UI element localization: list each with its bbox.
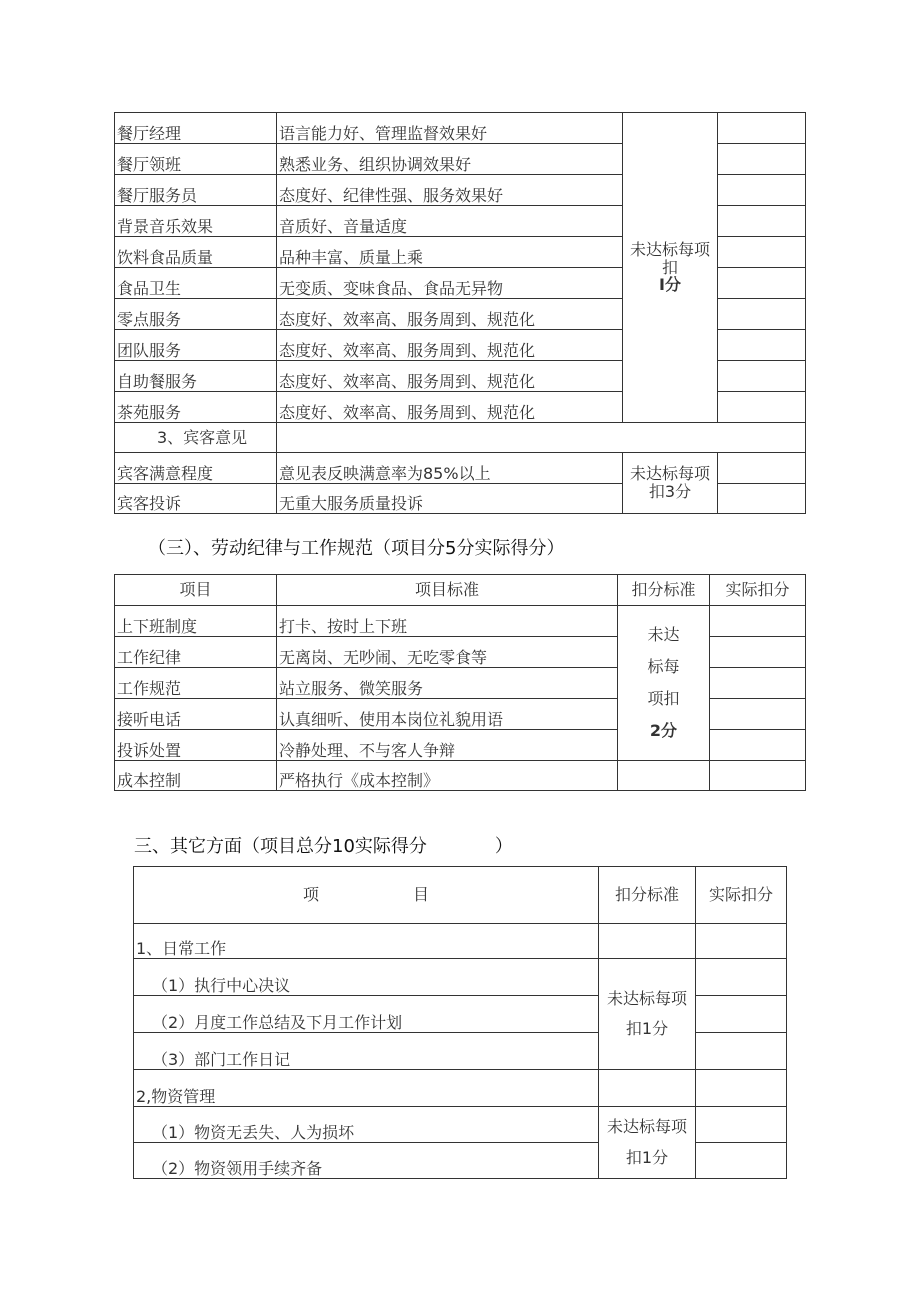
actual-deduction-cell[interactable] bbox=[718, 206, 806, 237]
actual-deduction-cell[interactable] bbox=[718, 392, 806, 423]
header-actual-deduction: 实际扣分 bbox=[696, 867, 787, 924]
actual-deduction-cell[interactable] bbox=[718, 299, 806, 330]
table-other-aspects bbox=[133, 866, 787, 1179]
actual-deduction-cell[interactable] bbox=[718, 144, 806, 175]
section-heading-other-aspects bbox=[134, 832, 513, 858]
table-cell-item: （3）部门工作日记 bbox=[134, 1033, 599, 1070]
group-title-daily-work: 1、日常工作 bbox=[134, 924, 599, 959]
table-cell-standard: 无离岗、无吵闹、无吃零食等 bbox=[277, 637, 618, 668]
header-deduction-standard: 扣分标准 bbox=[599, 867, 696, 924]
table-cell-standard: 无变质、变味食品、食品无异物 bbox=[277, 268, 623, 299]
actual-deduction-cell[interactable] bbox=[718, 361, 806, 392]
actual-deduction-cell[interactable] bbox=[710, 699, 806, 730]
deduction-standard-cell bbox=[618, 761, 710, 791]
table-cell-item: 茶苑服务 bbox=[115, 392, 277, 423]
section-heading-labor-discipline: （三）、劳动纪律与工作规范（项目分5分实际得分） bbox=[148, 538, 565, 559]
actual-deduction-cell[interactable] bbox=[718, 453, 806, 484]
table-service-quality bbox=[114, 112, 806, 514]
table-cell-item: 接听电话 bbox=[115, 699, 277, 730]
table-cell-item: 投诉处置 bbox=[115, 730, 277, 761]
table-cell-standard: 音质好、音量适度 bbox=[277, 206, 623, 237]
table-cell-item: 工作纪律 bbox=[115, 637, 277, 668]
actual-deduction-cell[interactable] bbox=[718, 268, 806, 299]
table-cell-standard: 语言能力好、管理监督效果好 bbox=[277, 113, 623, 144]
table-cell-item: 餐厅领班 bbox=[115, 144, 277, 175]
table-cell-standard: 严格执行《成本控制》 bbox=[277, 761, 618, 791]
table-cell-item: 成本控制 bbox=[115, 761, 277, 791]
table-cell-standard: 认真细听、使用本岗位礼貌用语 bbox=[277, 699, 618, 730]
actual-deduction-cell[interactable] bbox=[718, 237, 806, 268]
header-item: 项目 bbox=[115, 575, 277, 606]
actual-deduction-cell[interactable] bbox=[718, 113, 806, 144]
table-cell-standard: 态度好、效率高、服务周到、规范化 bbox=[277, 330, 623, 361]
actual-deduction-cell[interactable] bbox=[696, 1070, 787, 1107]
actual-deduction-cell[interactable] bbox=[696, 1143, 787, 1179]
table-cell-item: 饮料食品质量 bbox=[115, 237, 277, 268]
header-deduction-standard: 扣分标准 bbox=[618, 575, 710, 606]
actual-deduction-cell[interactable] bbox=[710, 668, 806, 699]
table-cell-item: 宾客投诉 bbox=[115, 484, 277, 514]
table-cell-item: 食品卫生 bbox=[115, 268, 277, 299]
table-cell-item: 团队服务 bbox=[115, 330, 277, 361]
table-cell-item: 工作规范 bbox=[115, 668, 277, 699]
section-label-empty bbox=[277, 423, 806, 453]
table-cell-standard: 意见表反映满意率为85%以上 bbox=[277, 453, 623, 484]
actual-deduction-cell[interactable] bbox=[696, 924, 787, 959]
deduction-standard-cell: 未达 标每 项扣 2分 bbox=[618, 606, 710, 761]
actual-deduction-cell[interactable] bbox=[696, 1033, 787, 1070]
table-cell-item: （1）物资无丢失、人为损坏 bbox=[134, 1107, 599, 1143]
deduction-standard-cell: 未达标每项 扣 I分 bbox=[623, 113, 718, 423]
table-cell-item: （1）执行中心决议 bbox=[134, 959, 599, 996]
table-cell-standard: 无重大服务质量投诉 bbox=[277, 484, 623, 514]
table-cell-item: 背景音乐效果 bbox=[115, 206, 277, 237]
actual-deduction-cell[interactable] bbox=[696, 959, 787, 996]
header-standard: 项目标准 bbox=[277, 575, 618, 606]
actual-deduction-cell[interactable] bbox=[710, 730, 806, 761]
table-cell-item: （2）月度工作总结及下月工作计划 bbox=[134, 996, 599, 1033]
deduction-standard-cell bbox=[599, 924, 696, 959]
deduction-standard-cell: 未达标每项 扣3分 bbox=[623, 453, 718, 514]
actual-deduction-cell[interactable] bbox=[710, 606, 806, 637]
actual-deduction-cell[interactable] bbox=[696, 1107, 787, 1143]
table-cell-standard: 打卡、按时上下班 bbox=[277, 606, 618, 637]
table-cell-standard: 熟悉业务、组织协调效果好 bbox=[277, 144, 623, 175]
actual-deduction-cell[interactable] bbox=[710, 761, 806, 791]
deduction-standard-cell: 未达标每项 扣1分 bbox=[599, 959, 696, 1070]
table-cell-standard: 品种丰富、质量上乘 bbox=[277, 237, 623, 268]
actual-deduction-cell[interactable] bbox=[710, 637, 806, 668]
table-cell-item: 宾客满意程度 bbox=[115, 453, 277, 484]
section-heading-text: 三、其它方面（项目总分10实际得分 bbox=[134, 836, 427, 857]
group-title-materials: 2,物资管理 bbox=[134, 1070, 599, 1107]
actual-deduction-cell[interactable] bbox=[696, 996, 787, 1033]
deduction-standard-cell: 未达标每项 扣1分 bbox=[599, 1107, 696, 1179]
table-labor-discipline bbox=[114, 574, 806, 791]
table-cell-item: 餐厅经理 bbox=[115, 113, 277, 144]
table-cell-item: 自助餐服务 bbox=[115, 361, 277, 392]
table-cell-standard: 态度好、效率高、服务周到、规范化 bbox=[277, 299, 623, 330]
table-cell-item: （2）物资领用手续齐备 bbox=[134, 1143, 599, 1179]
table-cell-item: 上下班制度 bbox=[115, 606, 277, 637]
table-cell-item: 餐厅服务员 bbox=[115, 175, 277, 206]
table-cell-standard: 态度好、效率高、服务周到、规范化 bbox=[277, 361, 623, 392]
section-heading-close: ） bbox=[494, 836, 513, 857]
table-cell-standard: 冷静处理、不与客人争辩 bbox=[277, 730, 618, 761]
actual-deduction-cell[interactable] bbox=[718, 330, 806, 361]
table-cell-standard: 态度好、效率高、服务周到、规范化 bbox=[277, 392, 623, 423]
header-actual-deduction: 实际扣分 bbox=[710, 575, 806, 606]
actual-deduction-cell[interactable] bbox=[718, 484, 806, 514]
header-item: 项 目 bbox=[134, 867, 599, 924]
table-cell-standard: 站立服务、微笑服务 bbox=[277, 668, 618, 699]
table-cell-standard: 态度好、纪律性强、服务效果好 bbox=[277, 175, 623, 206]
actual-deduction-cell[interactable] bbox=[718, 175, 806, 206]
deduction-standard-cell bbox=[599, 1070, 696, 1107]
table-cell-item: 零点服务 bbox=[115, 299, 277, 330]
section-label-guest-feedback: 3、宾客意见 bbox=[115, 423, 277, 453]
